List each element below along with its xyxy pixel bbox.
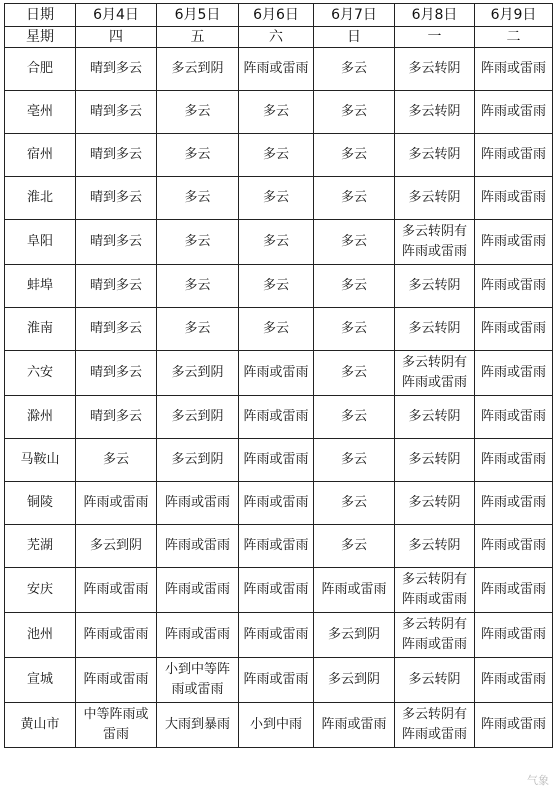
forecast-cell: 阵雨或雷雨 bbox=[475, 568, 553, 613]
forecast-cell: 晴到多云 bbox=[76, 308, 157, 351]
date-cell: 6月8日 bbox=[395, 4, 475, 27]
weekday-header-row bbox=[5, 27, 553, 48]
forecast-cell: 晴到多云 bbox=[76, 220, 157, 265]
forecast-cell: 阵雨或雷雨 bbox=[157, 482, 239, 525]
city-name: 淮北 bbox=[5, 177, 76, 220]
forecast-cell: 阵雨或雷雨 bbox=[239, 658, 314, 703]
forecast-cell: 阵雨或雷雨 bbox=[475, 91, 553, 134]
forecast-cell: 多云 bbox=[157, 265, 239, 308]
forecast-cell: 阵雨或雷雨 bbox=[475, 220, 553, 265]
table-row bbox=[5, 568, 553, 613]
table-row bbox=[5, 48, 553, 91]
forecast-cell: 晴到多云 bbox=[76, 91, 157, 134]
forecast-cell: 晴到多云 bbox=[76, 351, 157, 396]
date-cell: 6月7日 bbox=[314, 4, 395, 27]
forecast-cell: 多云转阴 bbox=[395, 482, 475, 525]
forecast-cell: 阵雨或雷雨 bbox=[239, 613, 314, 658]
forecast-cell: 多云转阴 bbox=[395, 265, 475, 308]
table-row bbox=[5, 439, 553, 482]
forecast-cell: 阵雨或雷雨 bbox=[475, 351, 553, 396]
forecast-cell: 多云 bbox=[157, 177, 239, 220]
forecast-cell: 多云 bbox=[239, 308, 314, 351]
forecast-cell: 多云 bbox=[314, 525, 395, 568]
forecast-cell: 多云 bbox=[314, 177, 395, 220]
date-label: 日期 bbox=[5, 4, 76, 27]
forecast-cell: 阵雨或雷雨 bbox=[239, 48, 314, 91]
date-cell: 6月4日 bbox=[76, 4, 157, 27]
table-row bbox=[5, 482, 553, 525]
table-row bbox=[5, 658, 553, 703]
forecast-cell: 阵雨或雷雨 bbox=[475, 48, 553, 91]
forecast-cell: 多云 bbox=[314, 265, 395, 308]
forecast-cell: 多云 bbox=[314, 396, 395, 439]
forecast-cell: 阵雨或雷雨 bbox=[157, 525, 239, 568]
forecast-cell: 多云 bbox=[314, 439, 395, 482]
forecast-cell: 多云转阴 bbox=[395, 48, 475, 91]
forecast-cell: 多云 bbox=[157, 308, 239, 351]
city-name: 铜陵 bbox=[5, 482, 76, 525]
forecast-cell: 多云 bbox=[239, 91, 314, 134]
forecast-cell: 阵雨或雷雨 bbox=[475, 482, 553, 525]
forecast-cell: 阵雨或雷雨 bbox=[239, 351, 314, 396]
forecast-cell: 多云 bbox=[239, 220, 314, 265]
forecast-cell: 晴到多云 bbox=[76, 48, 157, 91]
forecast-cell: 多云 bbox=[314, 482, 395, 525]
forecast-cell: 阵雨或雷雨 bbox=[475, 265, 553, 308]
forecast-cell: 多云到阴 bbox=[76, 525, 157, 568]
table-row bbox=[5, 308, 553, 351]
city-name: 淮南 bbox=[5, 308, 76, 351]
date-cell: 6月5日 bbox=[157, 4, 239, 27]
watermark: 气象 bbox=[527, 774, 549, 787]
table-row bbox=[5, 91, 553, 134]
city-name: 马鞍山 bbox=[5, 439, 76, 482]
forecast-cell: 阵雨或雷雨 bbox=[239, 439, 314, 482]
forecast-cell: 阵雨或雷雨 bbox=[239, 525, 314, 568]
forecast-cell: 多云 bbox=[314, 351, 395, 396]
forecast-cell: 阵雨或雷雨 bbox=[475, 308, 553, 351]
forecast-cell: 阵雨或雷雨 bbox=[475, 177, 553, 220]
weekday-cell: 日 bbox=[314, 27, 395, 48]
forecast-cell: 多云 bbox=[314, 134, 395, 177]
city-name: 宣城 bbox=[5, 658, 76, 703]
forecast-cell: 阵雨或雷雨 bbox=[475, 134, 553, 177]
forecast-cell: 小到中等阵雨或雷雨 bbox=[157, 658, 239, 703]
forecast-cell: 多云转阴 bbox=[395, 439, 475, 482]
city-name: 亳州 bbox=[5, 91, 76, 134]
table-row bbox=[5, 220, 553, 265]
forecast-cell: 多云到阴 bbox=[157, 48, 239, 91]
forecast-cell: 多云转阴有阵雨或雷雨 bbox=[395, 351, 475, 396]
forecast-cell: 阵雨或雷雨 bbox=[475, 703, 553, 748]
forecast-cell: 晴到多云 bbox=[76, 265, 157, 308]
forecast-cell: 多云 bbox=[239, 265, 314, 308]
forecast-cell: 多云 bbox=[157, 134, 239, 177]
city-name: 阜阳 bbox=[5, 220, 76, 265]
forecast-cell: 晴到多云 bbox=[76, 134, 157, 177]
forecast-cell: 阵雨或雷雨 bbox=[475, 658, 553, 703]
forecast-cell: 多云 bbox=[314, 48, 395, 91]
forecast-cell: 阵雨或雷雨 bbox=[76, 613, 157, 658]
forecast-cell: 阵雨或雷雨 bbox=[239, 568, 314, 613]
forecast-table bbox=[4, 3, 553, 748]
forecast-cell: 阵雨或雷雨 bbox=[475, 525, 553, 568]
date-cell: 6月9日 bbox=[475, 4, 553, 27]
forecast-cell: 多云到阴 bbox=[157, 439, 239, 482]
forecast-cell: 阵雨或雷雨 bbox=[314, 568, 395, 613]
forecast-cell: 阵雨或雷雨 bbox=[157, 613, 239, 658]
forecast-cell: 多云到阴 bbox=[314, 613, 395, 658]
city-name: 宿州 bbox=[5, 134, 76, 177]
forecast-cell: 中等阵雨或雷雨 bbox=[76, 703, 157, 748]
forecast-cell: 阵雨或雷雨 bbox=[475, 396, 553, 439]
forecast-cell: 多云转阴 bbox=[395, 134, 475, 177]
city-name: 蚌埠 bbox=[5, 265, 76, 308]
city-name: 芜湖 bbox=[5, 525, 76, 568]
forecast-cell: 多云转阴 bbox=[395, 396, 475, 439]
forecast-cell: 多云 bbox=[157, 220, 239, 265]
forecast-cell: 多云 bbox=[314, 220, 395, 265]
table-row bbox=[5, 613, 553, 658]
forecast-cell: 多云转阴 bbox=[395, 308, 475, 351]
forecast-cell: 多云 bbox=[314, 91, 395, 134]
forecast-cell: 阵雨或雷雨 bbox=[76, 658, 157, 703]
table-row bbox=[5, 703, 553, 748]
forecast-cell: 多云转阴 bbox=[395, 658, 475, 703]
forecast-cell: 多云 bbox=[314, 308, 395, 351]
city-name: 安庆 bbox=[5, 568, 76, 613]
forecast-cell: 阵雨或雷雨 bbox=[475, 439, 553, 482]
forecast-cell: 多云到阴 bbox=[314, 658, 395, 703]
forecast-cell: 阵雨或雷雨 bbox=[239, 482, 314, 525]
forecast-cell: 多云转阴有阵雨或雷雨 bbox=[395, 703, 475, 748]
forecast-cell: 阵雨或雷雨 bbox=[157, 568, 239, 613]
weekday-cell: 四 bbox=[76, 27, 157, 48]
weekday-cell: 六 bbox=[239, 27, 314, 48]
city-name: 六安 bbox=[5, 351, 76, 396]
table-row bbox=[5, 265, 553, 308]
forecast-cell: 阵雨或雷雨 bbox=[76, 568, 157, 613]
forecast-cell: 多云转阴有阵雨或雷雨 bbox=[395, 613, 475, 658]
forecast-cell: 阵雨或雷雨 bbox=[239, 396, 314, 439]
city-name: 黄山市 bbox=[5, 703, 76, 748]
table-row bbox=[5, 396, 553, 439]
table-row bbox=[5, 134, 553, 177]
forecast-cell: 多云 bbox=[76, 439, 157, 482]
forecast-cell: 小到中雨 bbox=[239, 703, 314, 748]
date-cell: 6月6日 bbox=[239, 4, 314, 27]
forecast-cell: 阵雨或雷雨 bbox=[314, 703, 395, 748]
city-name: 池州 bbox=[5, 613, 76, 658]
forecast-cell: 多云转阴有阵雨或雷雨 bbox=[395, 220, 475, 265]
forecast-cell: 多云转阴有阵雨或雷雨 bbox=[395, 568, 475, 613]
forecast-cell: 多云到阴 bbox=[157, 396, 239, 439]
forecast-cell: 多云转阴 bbox=[395, 525, 475, 568]
forecast-cell: 多云 bbox=[239, 177, 314, 220]
city-name: 滁州 bbox=[5, 396, 76, 439]
weekday-cell: 五 bbox=[157, 27, 239, 48]
table-row bbox=[5, 525, 553, 568]
weekday-cell: 二 bbox=[475, 27, 553, 48]
date-header-row bbox=[5, 4, 553, 27]
table-row bbox=[5, 351, 553, 396]
forecast-cell: 多云转阴 bbox=[395, 91, 475, 134]
forecast-cell: 晴到多云 bbox=[76, 396, 157, 439]
forecast-cell: 大雨到暴雨 bbox=[157, 703, 239, 748]
forecast-cell: 多云 bbox=[157, 91, 239, 134]
forecast-cell: 晴到多云 bbox=[76, 177, 157, 220]
weekday-cell: 一 bbox=[395, 27, 475, 48]
forecast-cell: 多云 bbox=[239, 134, 314, 177]
city-name: 合肥 bbox=[5, 48, 76, 91]
forecast-cell: 阵雨或雷雨 bbox=[475, 613, 553, 658]
week-label: 星期 bbox=[5, 27, 76, 48]
forecast-cell: 多云到阴 bbox=[157, 351, 239, 396]
forecast-cell: 多云转阴 bbox=[395, 177, 475, 220]
table-row bbox=[5, 177, 553, 220]
forecast-cell: 阵雨或雷雨 bbox=[76, 482, 157, 525]
